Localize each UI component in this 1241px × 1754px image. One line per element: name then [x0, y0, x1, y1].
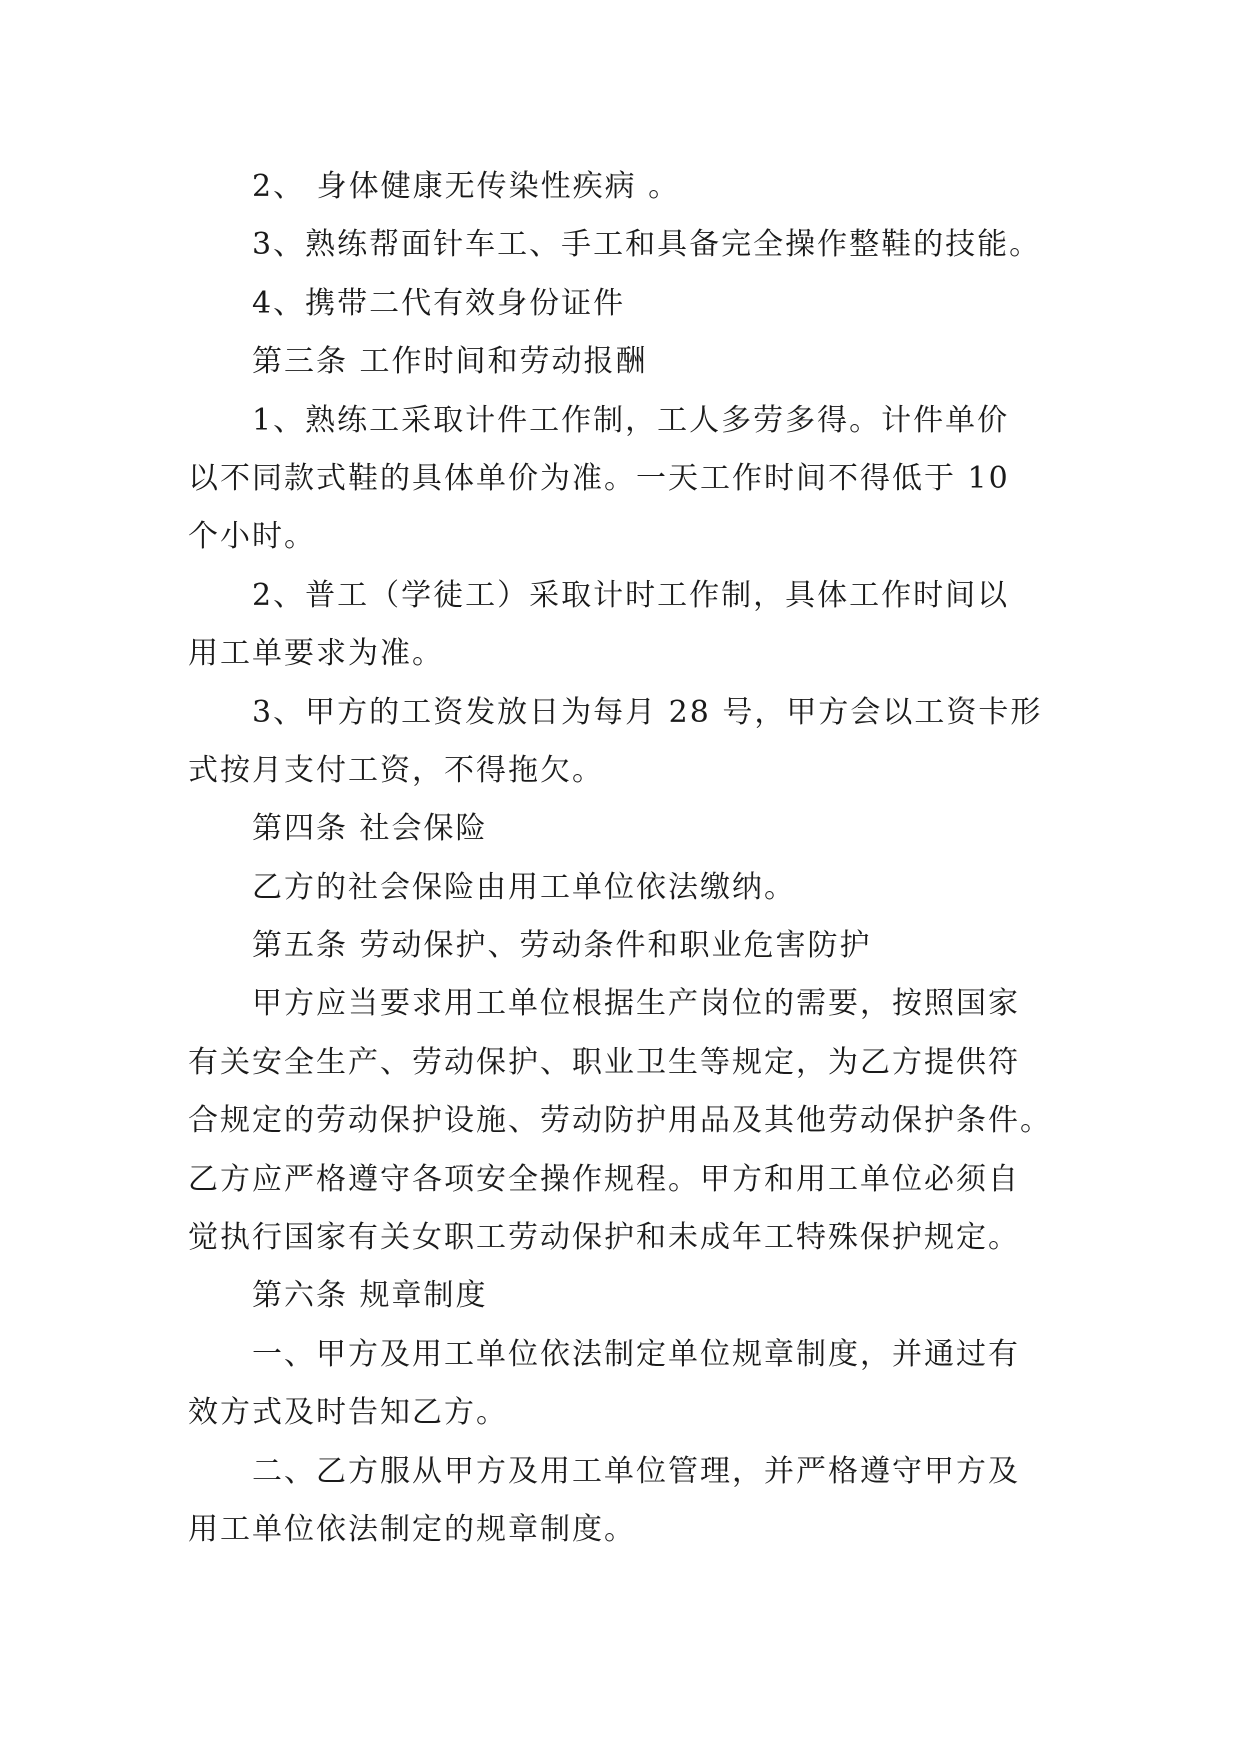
text-line: 乙方应严格遵守各项安全操作规程。甲方和用工单位必须自 — [188, 1161, 1020, 1197]
text-line: 甲方应当要求用工单位根据生产岗位的需要，按照国家 — [252, 986, 1020, 1022]
text-line: 用工单位依法制定的规章制度。 — [188, 1511, 636, 1547]
text-line: 3、甲方的工资发放日为每月 28 号，甲方会以工资卡形 — [252, 694, 1043, 730]
text-line: 二、乙方服从甲方及用工单位管理，并严格遵守甲方及 — [252, 1453, 1020, 1489]
text-line: 有关安全生产、劳动保护、职业卫生等规定，为乙方提供符 — [188, 1044, 1020, 1080]
text-line: 2、普工（学徒工）采取计时工作制，具体工作时间以 — [252, 577, 1010, 613]
text-line: 第五条 劳动保护、劳动条件和职业危害防护 — [252, 928, 872, 964]
text-line: 效方式及时告知乙方。 — [188, 1395, 508, 1431]
text-line: 以不同款式鞋的具体单价为准。一天工作时间不得低于 10 — [188, 460, 1010, 496]
text-line: 个小时。 — [188, 519, 316, 555]
document-body — [188, 158, 1088, 1559]
text-line: 第六条 规章制度 — [252, 1278, 488, 1314]
text-line: 乙方的社会保险由用工单位依法缴纳。 — [252, 869, 796, 905]
text-line: 第三条 工作时间和劳动报酬 — [252, 344, 648, 380]
text-line: 用工单要求为准。 — [188, 636, 444, 672]
text-line: 第四条 社会保险 — [252, 811, 488, 847]
text-line: 一、甲方及用工单位依法制定单位规章制度，并通过有 — [252, 1336, 1020, 1372]
text-line: 4、携带二代有效身份证件 — [252, 285, 626, 321]
text-line: 3、熟练帮面针车工、手工和具备完全操作整鞋的技能。 — [252, 227, 1042, 263]
text-line: 合规定的劳动保护设施、劳动防护用品及其他劳动保护条件。 — [188, 1103, 1052, 1139]
text-line: 1、熟练工采取计件工作制，工人多劳多得。计件单价 — [252, 402, 1010, 438]
text-line: 式按月支付工资，不得拖欠。 — [188, 752, 604, 788]
text-line: 2、 身体健康无传染性疾病 。 — [252, 169, 681, 204]
text-line: 觉执行国家有关女职工劳动保护和未成年工特殊保护规定。 — [188, 1220, 1020, 1256]
